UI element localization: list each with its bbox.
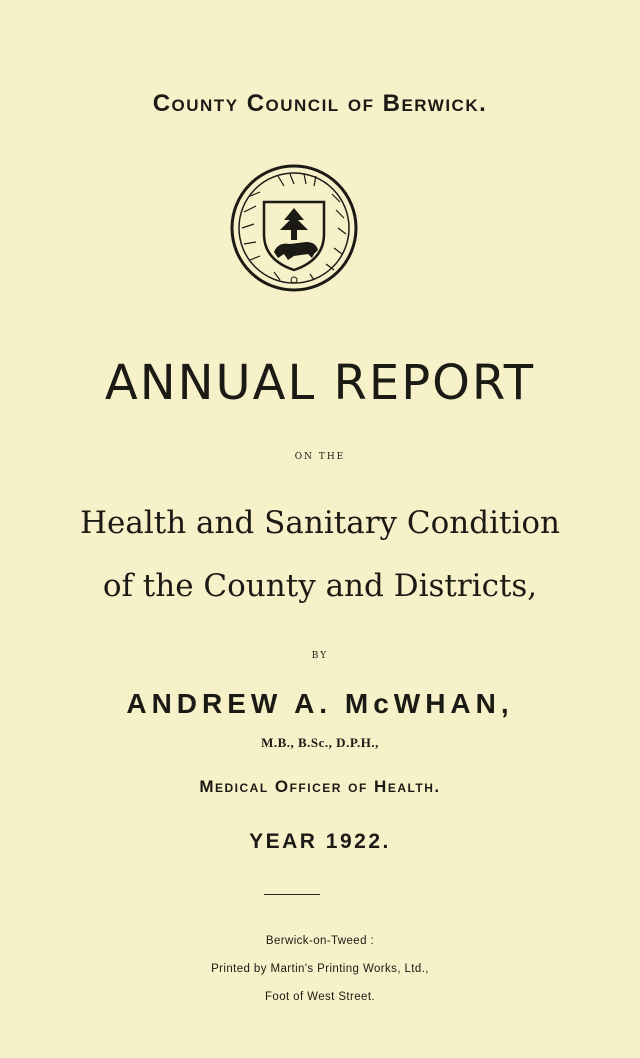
imprint-line-1: Berwick-on-Tweed : <box>265 935 375 947</box>
author-degrees: M.B., B.Sc., D.P.H., <box>261 735 379 750</box>
subject-line-2: of the County and Districts, <box>102 568 538 604</box>
report-year: YEAR 1922. <box>249 830 391 853</box>
author-name: ANDREW A. McWHAN, <box>126 688 514 719</box>
imprint-line-3: Foot of West Street. <box>264 991 376 1003</box>
on-the-label: ON THE <box>294 452 346 462</box>
report-title: ANNUAL REPORT <box>104 355 536 411</box>
subject-line-1: Health and Sanitary Condition <box>79 505 561 541</box>
author-role: Medical Officer of Health. <box>199 777 441 796</box>
county-seal-icon <box>228 162 360 294</box>
divider-rule <box>264 894 320 895</box>
imprint-line-2: Printed by Martin's Printing Works, Ltd., <box>211 963 429 975</box>
council-heading: County Council of Berwick. <box>152 90 488 117</box>
by-label: BY <box>311 651 329 661</box>
